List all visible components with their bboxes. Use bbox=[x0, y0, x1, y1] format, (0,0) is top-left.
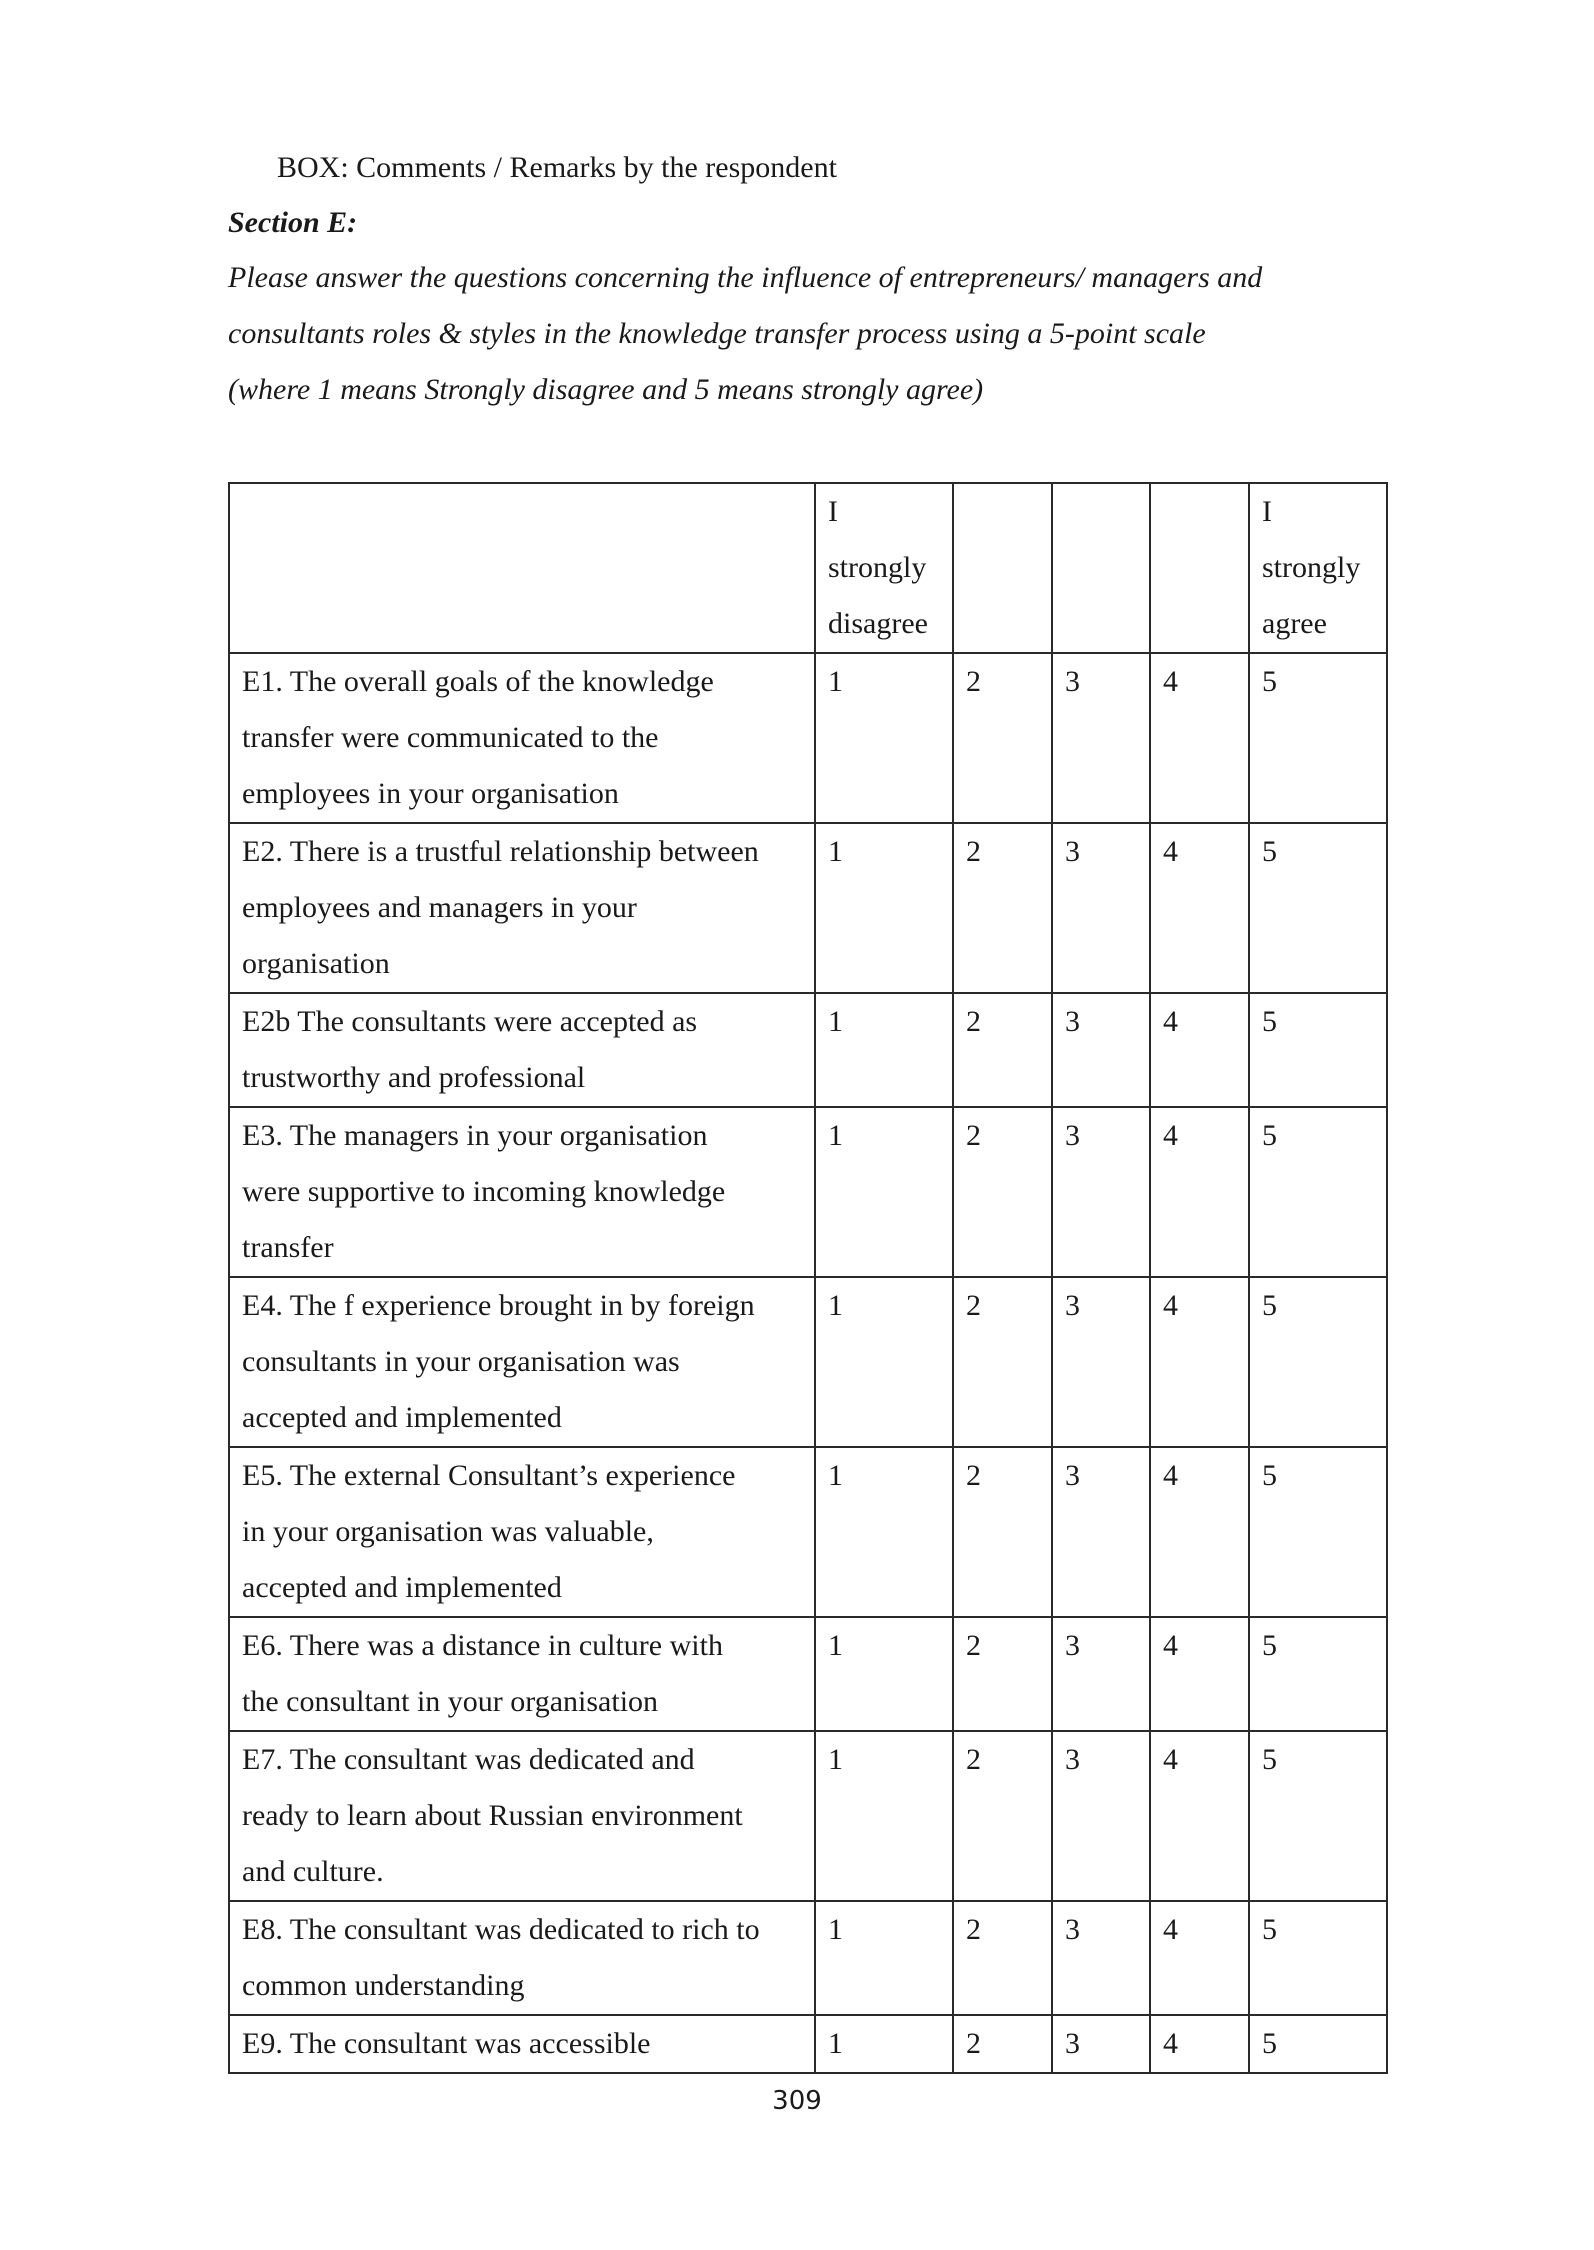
scale-option-2[interactable]: 2 bbox=[953, 1901, 1052, 2015]
scale-option-2[interactable]: 2 bbox=[953, 993, 1052, 1107]
question-line: E1. The overall goals of the knowledge bbox=[242, 665, 714, 698]
scale-option-2[interactable]: 2 bbox=[953, 1277, 1052, 1447]
table-row bbox=[229, 1731, 1387, 1901]
question-line: accepted and implemented bbox=[242, 1571, 562, 1604]
scale-option-3[interactable]: 3 bbox=[1052, 653, 1150, 823]
scale-option-2[interactable]: 2 bbox=[953, 1617, 1052, 1731]
scale-option-3[interactable]: 3 bbox=[1052, 1617, 1150, 1731]
section-title: Section E: bbox=[228, 206, 358, 239]
scale-option-1[interactable]: 1 bbox=[815, 653, 953, 823]
scale-option-1[interactable]: 1 bbox=[815, 993, 953, 1107]
scale-option-3[interactable]: 3 bbox=[1052, 2015, 1150, 2073]
question-cell bbox=[229, 993, 815, 1107]
question-line: E5. The external Consultant’s experience bbox=[242, 1459, 736, 1492]
scale-option-4[interactable]: 4 bbox=[1150, 2015, 1249, 2073]
scale-option-3[interactable]: 3 bbox=[1052, 1731, 1150, 1901]
scale-option-1[interactable]: 1 bbox=[815, 823, 953, 993]
scale-option-2[interactable]: 2 bbox=[953, 1731, 1052, 1901]
question-line: accepted and implemented bbox=[242, 1401, 562, 1434]
question-line: the consultant in your organisation bbox=[242, 1685, 659, 1718]
scale-option-5[interactable]: 5 bbox=[1249, 1447, 1387, 1617]
question-cell bbox=[229, 2015, 815, 2073]
scale-option-1[interactable]: 1 bbox=[815, 1107, 953, 1277]
scale-option-3[interactable]: 3 bbox=[1052, 993, 1150, 1107]
scale-option-5[interactable]: 5 bbox=[1249, 823, 1387, 993]
scale-option-5[interactable]: 5 bbox=[1249, 653, 1387, 823]
page-number: 309 bbox=[772, 2086, 822, 2116]
question-line: E9. The consultant was accessible bbox=[242, 2027, 651, 2060]
scale-option-3[interactable]: 3 bbox=[1052, 823, 1150, 993]
section-instruction bbox=[228, 256, 1378, 424]
scale-option-4[interactable]: 4 bbox=[1150, 1447, 1249, 1617]
scale-option-1[interactable]: 1 bbox=[815, 1617, 953, 1731]
question-line: E4. The f experience brought in by foreign bbox=[242, 1289, 755, 1322]
table-row bbox=[229, 1277, 1387, 1447]
question-line: organisation bbox=[242, 947, 390, 980]
header-strongly-agree bbox=[1249, 483, 1387, 653]
scale-option-1[interactable]: 1 bbox=[815, 2015, 953, 2073]
scale-option-1[interactable]: 1 bbox=[815, 1731, 953, 1901]
scale-option-4[interactable]: 4 bbox=[1150, 993, 1249, 1107]
question-cell bbox=[229, 1277, 815, 1447]
scale-option-2[interactable]: 2 bbox=[953, 1447, 1052, 1617]
question-cell bbox=[229, 1447, 815, 1617]
scale-option-3[interactable]: 3 bbox=[1052, 1901, 1150, 2015]
table-row bbox=[229, 1617, 1387, 1731]
scale-option-1[interactable]: 1 bbox=[815, 1901, 953, 2015]
scale-option-1[interactable]: 1 bbox=[815, 1277, 953, 1447]
question-line: and culture. bbox=[242, 1855, 384, 1888]
question-line: E3. The managers in your organisation bbox=[242, 1119, 708, 1152]
scale-option-2[interactable]: 2 bbox=[953, 2015, 1052, 2073]
scale-option-5[interactable]: 5 bbox=[1249, 1617, 1387, 1731]
table-row bbox=[229, 2015, 1387, 2073]
question-line: transfer bbox=[242, 1231, 334, 1264]
scale-option-4[interactable]: 4 bbox=[1150, 1617, 1249, 1731]
header-col-4 bbox=[1150, 483, 1249, 653]
table-row bbox=[229, 653, 1387, 823]
header-col-2 bbox=[953, 483, 1052, 653]
question-line: in your organisation was valuable, bbox=[242, 1515, 654, 1548]
table-row bbox=[229, 1107, 1387, 1277]
scale-option-4[interactable]: 4 bbox=[1150, 1901, 1249, 2015]
question-line: transfer were communicated to the bbox=[242, 721, 659, 754]
scale-option-4[interactable]: 4 bbox=[1150, 823, 1249, 993]
scale-option-2[interactable]: 2 bbox=[953, 653, 1052, 823]
scale-option-4[interactable]: 4 bbox=[1150, 1277, 1249, 1447]
header-strongly-disagree-label: I strongly disagree bbox=[828, 495, 928, 640]
question-line: employees in your organisation bbox=[242, 777, 619, 810]
question-cell bbox=[229, 653, 815, 823]
scale-option-5[interactable]: 5 bbox=[1249, 1731, 1387, 1901]
instruction-line: (where 1 means Strongly disagree and 5 means strongly agree) bbox=[228, 373, 984, 406]
scale-option-4[interactable]: 4 bbox=[1150, 1107, 1249, 1277]
scale-option-2[interactable]: 2 bbox=[953, 1107, 1052, 1277]
scale-option-2[interactable]: 2 bbox=[953, 823, 1052, 993]
instruction-line: Please answer the questions concerning the influence of entrepreneurs/ managers and bbox=[228, 261, 1263, 294]
scale-option-5[interactable]: 5 bbox=[1249, 2015, 1387, 2073]
scale-option-5[interactable]: 5 bbox=[1249, 1901, 1387, 2015]
header-col-3 bbox=[1052, 483, 1150, 653]
question-cell bbox=[229, 1731, 815, 1901]
table-row bbox=[229, 823, 1387, 993]
instruction-line: consultants roles & styles in the knowledge transfer process using a 5-point scale bbox=[228, 317, 1206, 350]
scale-option-4[interactable]: 4 bbox=[1150, 1731, 1249, 1901]
box-comments-label: BOX: Comments / Remarks by the respondent bbox=[277, 151, 837, 184]
question-cell bbox=[229, 823, 815, 993]
question-cell bbox=[229, 1901, 815, 2015]
question-line: trustworthy and professional bbox=[242, 1061, 586, 1094]
question-line: E7. The consultant was dedicated and bbox=[242, 1743, 695, 1776]
scale-option-5[interactable]: 5 bbox=[1249, 1277, 1387, 1447]
table-row bbox=[229, 1447, 1387, 1617]
scale-option-5[interactable]: 5 bbox=[1249, 993, 1387, 1107]
question-line: E2. There is a trustful relationship between bbox=[242, 835, 759, 868]
question-cell bbox=[229, 1107, 815, 1277]
table-header-row bbox=[229, 483, 1387, 653]
scale-option-1[interactable]: 1 bbox=[815, 1447, 953, 1617]
table-row bbox=[229, 993, 1387, 1107]
header-question-cell bbox=[229, 483, 815, 653]
question-cell bbox=[229, 1617, 815, 1731]
scale-option-3[interactable]: 3 bbox=[1052, 1447, 1150, 1617]
question-line: ready to learn about Russian environment bbox=[242, 1799, 743, 1832]
question-line: employees and managers in your bbox=[242, 891, 637, 924]
scale-option-3[interactable]: 3 bbox=[1052, 1277, 1150, 1447]
table-row bbox=[229, 1901, 1387, 2015]
scale-option-3[interactable]: 3 bbox=[1052, 1107, 1150, 1277]
header-strongly-agree-label: I strongly agree bbox=[1262, 495, 1361, 640]
scale-option-4[interactable]: 4 bbox=[1150, 653, 1249, 823]
question-line: E8. The consultant was dedicated to rich to bbox=[242, 1913, 760, 1946]
likert-scale-table bbox=[228, 482, 1388, 2074]
question-line: E6. There was a distance in culture with bbox=[242, 1629, 723, 1662]
question-line: E2b The consultants were accepted as bbox=[242, 1005, 698, 1038]
scale-option-5[interactable]: 5 bbox=[1249, 1107, 1387, 1277]
question-line: were supportive to incoming knowledge bbox=[242, 1175, 726, 1208]
question-line: consultants in your organisation was bbox=[242, 1345, 680, 1378]
header-strongly-disagree bbox=[815, 483, 953, 653]
question-line: common understanding bbox=[242, 1969, 525, 2002]
